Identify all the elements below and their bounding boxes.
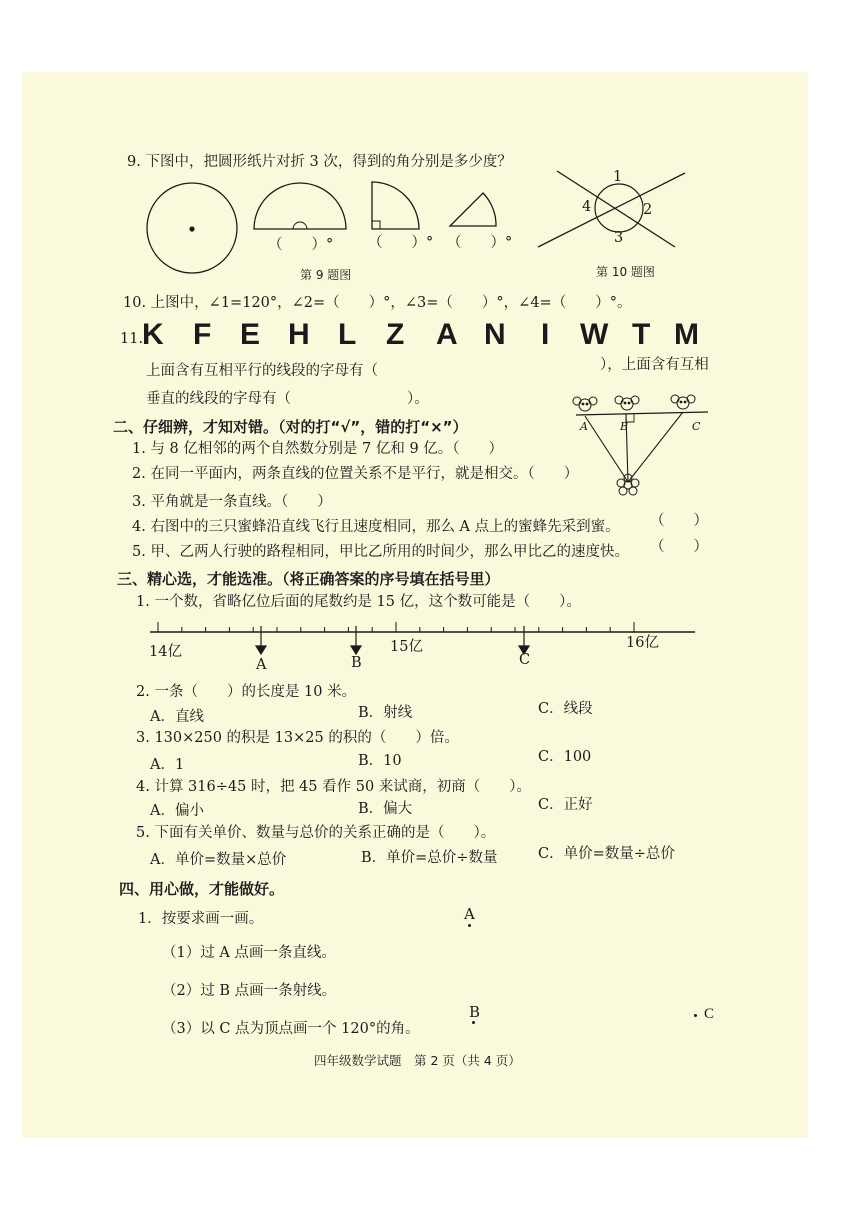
q11-line1-end: ），上面含有互相 xyxy=(600,357,709,373)
sec3-q4-opt-c[interactable]: C．正好 xyxy=(538,797,593,813)
point-b-label: B xyxy=(469,1003,481,1021)
sec2-item-1: 1. 与 8 亿相邻的两个自然数分别是 7 亿和 9 亿。（ ） xyxy=(132,441,504,457)
letter-z: Z xyxy=(386,318,405,351)
page-footer: 四年级数学试题 第 2 页（共 4 页） xyxy=(314,1053,521,1068)
section-2-title: 二、仔细辨，才知对错。（对的打“√”，错的打“×”） xyxy=(113,418,468,436)
letter-m: M xyxy=(674,318,699,351)
sec3-q2-opt-a[interactable]: A．直线 xyxy=(150,709,204,725)
sec2-item-2: 2. 在同一平面内，两条直线的位置关系不是平行，就是相交。（ ） xyxy=(132,466,579,482)
arrow-a-icon xyxy=(256,626,266,654)
section-3-title: 三、精心选，才能选准。（将正确答案的序号填在括号里） xyxy=(117,570,500,588)
quarter-circle xyxy=(372,182,419,229)
sec3-q1: 1. 一个数，省略亿位后面的尾数约是 15 亿，这个数可能是（ ）。 xyxy=(136,594,581,610)
sec3-q3-opt-c[interactable]: C．100 xyxy=(538,749,592,765)
sec4-q1: 1．按要求画一画。 xyxy=(138,911,264,927)
letter-h: H xyxy=(288,318,310,351)
arrow-c-icon xyxy=(519,626,529,654)
sec3-q2: 2. 一条（ ）的长度是 10 米。 xyxy=(136,684,357,700)
point-b-dot[interactable] xyxy=(472,1021,475,1024)
numberline-point-c: C xyxy=(519,652,531,668)
angle-1-label: 1 xyxy=(613,169,623,185)
sec3-q3: 3. 130×250 的积是 13×25 的积的（ ）倍。 xyxy=(136,730,459,746)
sec3-q4-opt-a[interactable]: A．偏小 xyxy=(150,803,204,819)
letter-e: E xyxy=(240,318,261,351)
numberline-label-14: 14亿 xyxy=(149,644,182,660)
point-a-label: A xyxy=(464,905,475,923)
letter-w: W xyxy=(580,318,609,351)
q9-caption: 第 9 题图 xyxy=(300,268,352,282)
angle-2-label: 2 xyxy=(643,202,653,218)
bee-figure xyxy=(566,390,716,500)
sec3-q5-opt-b[interactable]: B．单价=总价÷数量 xyxy=(361,850,498,866)
letter-n: N xyxy=(484,318,506,351)
q9-blank-2[interactable]: （ ）° xyxy=(368,235,434,251)
sec3-q5-opt-a[interactable]: A．单价=数量×总价 xyxy=(150,852,287,868)
sec4-step-3: （3）以 C 点为顶点画一个 120°的角。 xyxy=(162,1021,420,1037)
sec2-item-5-paren[interactable]: （ ） xyxy=(650,539,708,555)
letter-a: A xyxy=(436,318,458,351)
letter-k: K xyxy=(142,318,164,351)
sec4-step-1: （1）过 A 点画一条直线。 xyxy=(162,945,336,961)
letter-f: F xyxy=(193,318,212,351)
circle-center xyxy=(189,226,194,231)
letter-i: I xyxy=(541,318,550,351)
numberline-point-a: A xyxy=(256,657,267,673)
q9-blank-1[interactable]: （ ）° xyxy=(268,237,334,253)
arrow-b-icon xyxy=(351,626,361,654)
q9-blank-3[interactable]: （ ）° xyxy=(447,235,513,251)
bee-c-icon xyxy=(671,395,695,409)
sec2-item-4-paren[interactable]: （ ） xyxy=(650,513,708,529)
point-c-label: C xyxy=(704,1006,715,1022)
sec3-q5: 5. 下面有关单价、数量与总价的关系正确的是（ ）。 xyxy=(136,825,496,841)
q9-text: 9. 下图中，把圆形纸片对折 3 次，得到的角分别是多少度？ xyxy=(127,154,512,170)
bee-a-icon xyxy=(573,397,597,411)
section-4-title: 四、用心做，才能做好。 xyxy=(119,880,285,898)
sec3-q3-opt-b[interactable]: B．10 xyxy=(358,753,402,769)
sec2-item-4: 4. 右图中的三只蜜蜂沿直线飞行且速度相同，那么 A 点上的蜜蜂先采到蜜。 xyxy=(132,519,620,535)
numberline-point-b: B xyxy=(351,655,362,671)
sec3-q2-opt-b[interactable]: B．射线 xyxy=(358,705,413,721)
eighth-circle xyxy=(450,193,496,226)
sec3-q4-opt-b[interactable]: B．偏大 xyxy=(358,801,413,817)
q10-text: 10. 上图中，∠1=120°，∠2=（ ）°，∠3=（ ）°，∠4=（ ）°。 xyxy=(123,295,632,311)
q11-number: 11. xyxy=(120,331,144,347)
letter-t: T xyxy=(632,318,651,351)
numberline-label-15: 15亿 xyxy=(390,639,423,655)
q11-line1-start: 上面含有互相平行的线段的字母有（ xyxy=(146,363,378,379)
numberline-label-16: 16亿 xyxy=(626,635,659,651)
letter-l: L xyxy=(338,318,357,351)
sec4-step-2: （2）过 B 点画一条射线。 xyxy=(162,983,337,999)
bee-b-icon xyxy=(615,396,639,410)
angle-4-label: 4 xyxy=(582,199,592,215)
bee-label-a: A xyxy=(580,420,588,433)
bee-label-b: B xyxy=(620,420,629,433)
sec3-q3-opt-a[interactable]: A．1 xyxy=(150,757,185,773)
sec3-q5-opt-c[interactable]: C．单价=数量÷总价 xyxy=(538,846,675,862)
sec2-item-3: 3. 平角就是一条直线。（ ） xyxy=(132,494,332,510)
q11-line2: 垂直的线段的字母有（ ）。 xyxy=(146,391,429,407)
bee-label-c: C xyxy=(692,420,701,433)
sec3-q4: 4. 计算 316÷45 时，把 45 看作 50 来试商，初商（ ）。 xyxy=(136,779,532,795)
point-c-dot[interactable] xyxy=(694,1014,697,1017)
q9-figure xyxy=(140,178,540,278)
point-a-dot[interactable] xyxy=(468,924,471,927)
sec3-q2-opt-c[interactable]: C．线段 xyxy=(538,701,593,717)
q10-caption: 第 10 题图 xyxy=(596,265,655,279)
sec2-item-5: 5. 甲、乙两人行驶的路程相同，甲比乙所用的时间少，那么甲比乙的速度快。 xyxy=(132,544,629,560)
angle-3-label: 3 xyxy=(614,230,624,246)
